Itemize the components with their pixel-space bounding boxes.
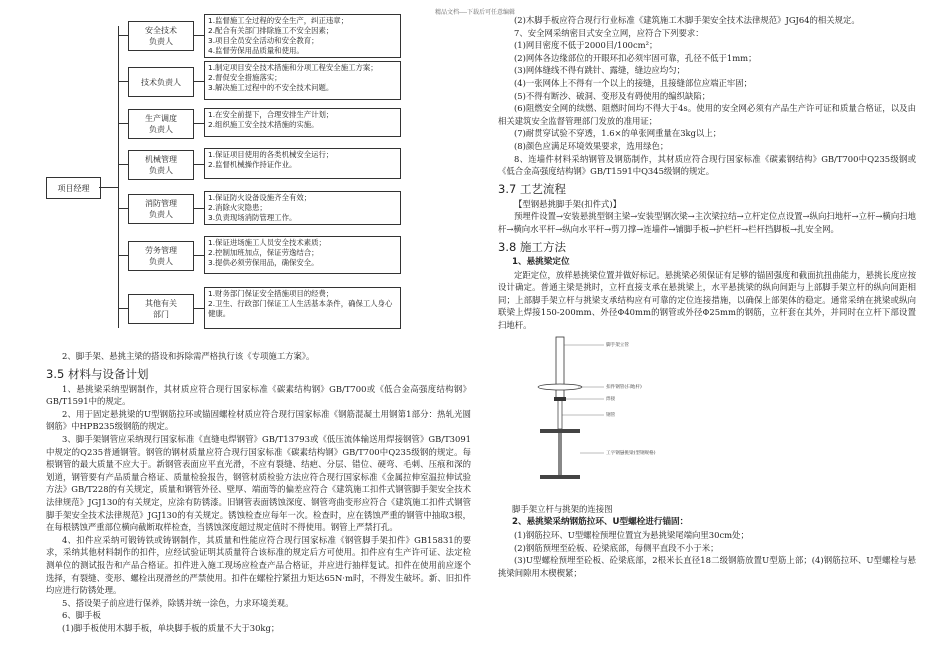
- method-heading-2: 2、悬挑梁采纳钢筋拉环、U型螺栓进行锚固：: [512, 517, 689, 528]
- org-connector-root: [99, 187, 118, 188]
- safety-org-chart: [46, 14, 471, 347]
- net-req-1: (1)网目密度不低于2000目/100cm²；: [514, 40, 658, 51]
- org-branch: [118, 191, 500, 225]
- label-ibeam: 工字钢悬挑梁(型钢规格): [606, 451, 656, 457]
- anchor-step-3: (3)U型螺栓预埋至砼板、砼梁底部，2根米长直径18二级钢筋放置U型筋上部；(4)钢筋拉环、U型螺栓与悬挑梁间隙用木楔楔紧；: [498, 555, 916, 578]
- org-duty-item: 2.组织施工安全技术措施的实施。: [208, 120, 319, 129]
- section-heading-3-7: 3.7 工艺流程: [498, 181, 566, 196]
- diagram-socket-bar: [558, 399, 562, 429]
- figure-caption: 脚手架立杆与挑架的连接图: [512, 504, 613, 515]
- diagram-sweep-pole: [538, 384, 582, 390]
- org-connector: [193, 308, 204, 309]
- org-connector: [118, 81, 128, 82]
- org-branch: [118, 287, 500, 329]
- label-tube: 钢管: [606, 413, 616, 419]
- org-connector: [118, 208, 128, 209]
- org-duty-item: 2.控制加班加点，保证劳逸结合；: [208, 248, 319, 257]
- org-branch: [118, 108, 500, 137]
- org-role-box: 机械管理 负责人: [128, 150, 194, 180]
- org-branch: [118, 61, 500, 100]
- material-item-2: 2、用于固定悬挑梁的U型钢筋拉环或锚固螺栓材质应符合现行国家标准《钢筋混凝土用钢第1部分：热轧光圆钢筋》中HPB235级钢筋的规定。: [46, 408, 471, 432]
- label-upright: 脚手架立管: [606, 343, 629, 349]
- diagram-ibeam-web: [558, 433, 562, 475]
- org-duty-item: 3.项目全员安全活动和安全教育；: [208, 36, 319, 45]
- org-branch: [118, 236, 500, 274]
- org-duty-box: [204, 191, 401, 225]
- scaffold-paragraph: 2、脚手架、悬挑主梁的搭设和拆除需严格执行该《专项施工方案》。: [62, 351, 315, 361]
- material-item-6-1: (1)脚手板使用木脚手板，单块脚手板的质量不大于30kg；: [62, 622, 280, 633]
- org-duty-item: 3.负责现场消防管理工作。: [208, 213, 297, 222]
- org-duty-item: 1.保证进场施工人员安全技术素质；: [208, 238, 326, 247]
- org-duty-item: 2.消除火灾隐患；: [208, 203, 267, 212]
- section-heading-3-5: 3.5 材料与设备计划: [46, 366, 149, 381]
- org-role-box: 生产调度 负责人: [128, 109, 194, 139]
- org-duty-item: 2.卫生、行政部门保证工人生活基本条件，确保工人身心健康。: [208, 299, 393, 318]
- net-req-3: (3)网体缝线不得有跳针、露缝，缝边应均匀；: [514, 65, 685, 76]
- board-standard: (2)木脚手板应符合现行行业标准《建筑施工木脚手架安全技术法律规范》JGJ64的相关规定。: [514, 15, 860, 25]
- org-role-box: 技术负责人: [128, 67, 194, 97]
- material-item-6: 6、脚手板: [62, 610, 101, 621]
- org-root-project-manager: 项目经理: [46, 177, 101, 199]
- org-connector: [193, 123, 204, 124]
- method-heading-1: 1、悬挑梁定位: [512, 256, 570, 267]
- diagram-ibeam-bottom-flange: [540, 475, 580, 479]
- section-heading-3-8: 3.8 施工方法: [498, 239, 566, 254]
- left-column: [46, 14, 471, 634]
- org-role-box: 其他有关 部门: [128, 294, 194, 324]
- connection-diagram-drawing: [512, 335, 702, 503]
- flow-title: 【型钢悬挑脚手架(扣件式)】: [514, 198, 622, 209]
- org-duty-box: [204, 236, 401, 274]
- org-duty-item: 1.财务部门保证安全措施项目的经费；: [208, 289, 334, 298]
- net-req-2: (2)网体各边缘部位的开眼环扣必须牢固可靠，孔径不低于1mm；: [514, 52, 757, 63]
- process-flow: 预埋件设置→安装悬挑型钢主梁→安装型钢次梁→主次梁拉结→立杆定位点设置→纵向扫地杆→立杆→横向扫地杆→横向水平杆→纵向水平杆→剪刀撑→连墙件→铺脚手板→护栏杆→栏杆挡脚板→扎安全网。: [498, 211, 916, 234]
- net-req-5: (5)不得有断沙、破洞、变形及有碍使用的编织缺陷；: [514, 90, 711, 101]
- org-duty-item: 1.制定项目安全技术措施和分项工程安全施工方案；: [208, 63, 378, 72]
- net-req-8: (8)颜色应满足环境效果要求，选用绿色；: [514, 140, 669, 151]
- org-duty-item: 2.配合有关部门排除施工不安全因素；: [208, 26, 334, 35]
- org-role-box: 劳务管理 负责人: [128, 241, 194, 271]
- net-req-4: (4)一张网体上不得有一个以上的接缝，且接缝部位应端正牢固；: [514, 77, 752, 88]
- net-req-7: (7)耐贯穿试验不穿透，1.6×的单张网重量在3kg以上；: [514, 128, 722, 139]
- material-item-4: 4、扣件应采纳可锻铸铁或铸钢制作，其质量和性能应符合现行国家标准《钢管脚手架扣件》GB15831的要求，采纳其他材料制作的扣件，应经试验证明其质量符合该标准的规定后方可使用。扣件应有生产许可证、法定检测单位的测试报告和产品合格证。扣件进入施工现场应检查产品合格证，并应进行抽样复试。扣件在使用前应逐个选择，有裂缝、变形、螺栓出现滑丝的严禁使用。扣件在螺栓拧紧扭力矩达65N·m时，不得发生破坏。新、旧扣件均应进行防锈处理。: [46, 534, 471, 596]
- page-header: 精品文档----下载后可任意编辑: [434, 9, 516, 16]
- org-connector: [118, 255, 128, 256]
- org-connector: [193, 164, 204, 165]
- org-connector: [193, 208, 204, 209]
- net-req-6: (6)阻燃安全网的续燃、阻燃时间均不得大于4s。使用的安全网必须有产品生产许可证和质量合格证，以及由相关建筑安全监督管理部门发放的准用证；: [498, 103, 916, 126]
- org-connector: [193, 81, 204, 82]
- org-duty-box: [204, 287, 401, 329]
- right-column: [498, 14, 916, 579]
- material-item-3: 3、脚手架钢管应采纳现行国家标准《直缝电焊钢管》GB/T13793或《低压流体输送用焊接钢管》GB/T3091中规定的Q235普通钢管。钢管的钢材质量应符合现行国家标准《碳素结构钢》GB/T700中Q235级钢的规定。每根钢管的最大质量不应大于。新钢管表面应平直光滑，不应有裂缝、结疤、分层、错位、硬弯、毛刺、压痕和深的划道，钢管要有产品质量合格证、质量检验报告，钢管材质检验方法应符合现行国家标准《金属拉伸室温拉伸试验方法》GB/T228的有关规定，质量和钢管外径、壁厚、端面等的偏差应符合《建筑施工扣件式钢管脚手架安全技术法律规范》JGJ130的有关规定，应涂有防锈漆。旧钢管表面锈蚀深度、钢管弯曲变形应符合《建筑施工扣件式钢管脚手架安全技术法律规范》JGJ130的有关规定。锈蚀检查应每年一次。检查时，应在锈蚀严重的钢管中抽取3根，在每根锈蚀严重部位横向截断取样检查，当锈蚀深度超过规定值时不得使用。钢管上严禁打孔。: [46, 433, 471, 533]
- org-connector: [193, 255, 204, 256]
- label-weld: 焊接: [606, 397, 616, 403]
- org-connector: [118, 164, 128, 165]
- org-duty-item: 3.提供必须劳保用品，确保安全。: [208, 258, 319, 267]
- org-connector: [118, 308, 128, 309]
- org-duty-item: 3.解决施工过程中的不安全技术问题。: [208, 83, 334, 92]
- org-branch: [118, 148, 500, 179]
- org-duty-box: [204, 14, 401, 58]
- org-duty-box: [204, 108, 401, 137]
- org-duty-item: 4.监督劳保用品质量和使用。: [208, 46, 304, 55]
- org-duty-item: 1.保证项目使用的各类机械安全运行；: [208, 150, 334, 159]
- material-item-5: 5、搭设架子前应进行保养，除锈并统一涂色，力求环境美观。: [62, 597, 294, 608]
- anchor-step-2: (2)钢筋预埋至砼板、砼梁底部，每侧平直段不小于米；: [514, 542, 719, 553]
- diagram-ibeam-top-flange: [540, 429, 580, 433]
- safety-net-intro: 7、安全网采纳密目式安全立网，应符合下列要求：: [514, 27, 704, 38]
- org-duty-item: 1.保证防火设备设施齐全有效；: [208, 193, 312, 202]
- label-sweep-pole: 扣件钢管(扫地杆): [606, 385, 642, 391]
- org-duty-item: 1.在安全前提下，合理安排生产计划；: [208, 110, 334, 119]
- org-connector: [193, 35, 204, 36]
- org-branch: [118, 14, 500, 56]
- org-duty-item: 1.监督施工全过程的安全生产，纠正违章；: [208, 16, 349, 25]
- org-role-box: 消防管理 负责人: [128, 194, 194, 224]
- org-duty-item: 2.监督机械操作持证作业。: [208, 160, 297, 169]
- org-duty-box: [204, 61, 401, 100]
- material-item-1: 1、悬挑梁采纳型钢制作，其材质应符合现行国家标准《碳素结构钢》GB/T700或《低合金高强度结构钢》GB/T1591中的规定。: [46, 383, 471, 407]
- org-connector: [118, 123, 128, 124]
- anchor-step-1: (1)钢筋拉环、U型螺栓预埋位置宜为悬挑梁尾端向里30cm处；: [514, 530, 749, 541]
- wall-tie-material: 8、连墙件材料采纳钢管及钢筋制作，其材质应符合现行国家标准《碳素钢结构》GB/T700中Q235级钢或《低合金高强度结构钢》GB/T1591中Q345级钢的规定。: [498, 153, 916, 177]
- connection-diagram: [512, 335, 702, 503]
- org-duty-item: 2.督促安全措施落实；: [208, 73, 282, 82]
- method-1-paragraph: 定距定位，放样悬挑梁位置并做好标记。悬挑梁必须保证有足够的锚固强度和截面抗扭曲能力，悬挑长度应按设计确定。普通主梁是挑时，立杆直接支承在悬挑梁上，水平悬挑梁的纵向间距与上部脚手架立杆的纵向间距相同；上部脚手架立杆与挑梁支承结构应有可靠的定位连接措施，以确保上部架体的稳定。通常采纳在挑梁或纵向联梁上焊接150-200mm、外径Φ40mm的钢管或外径Φ25mm的钢筋，立杆套在其外，并同时在立杆下部设置扫地杆。: [498, 269, 916, 330]
- org-role-box: 安全技术 负责人: [128, 21, 194, 51]
- diagram-weld: [554, 397, 566, 401]
- org-duty-box: [204, 148, 401, 179]
- org-connector: [118, 35, 128, 36]
